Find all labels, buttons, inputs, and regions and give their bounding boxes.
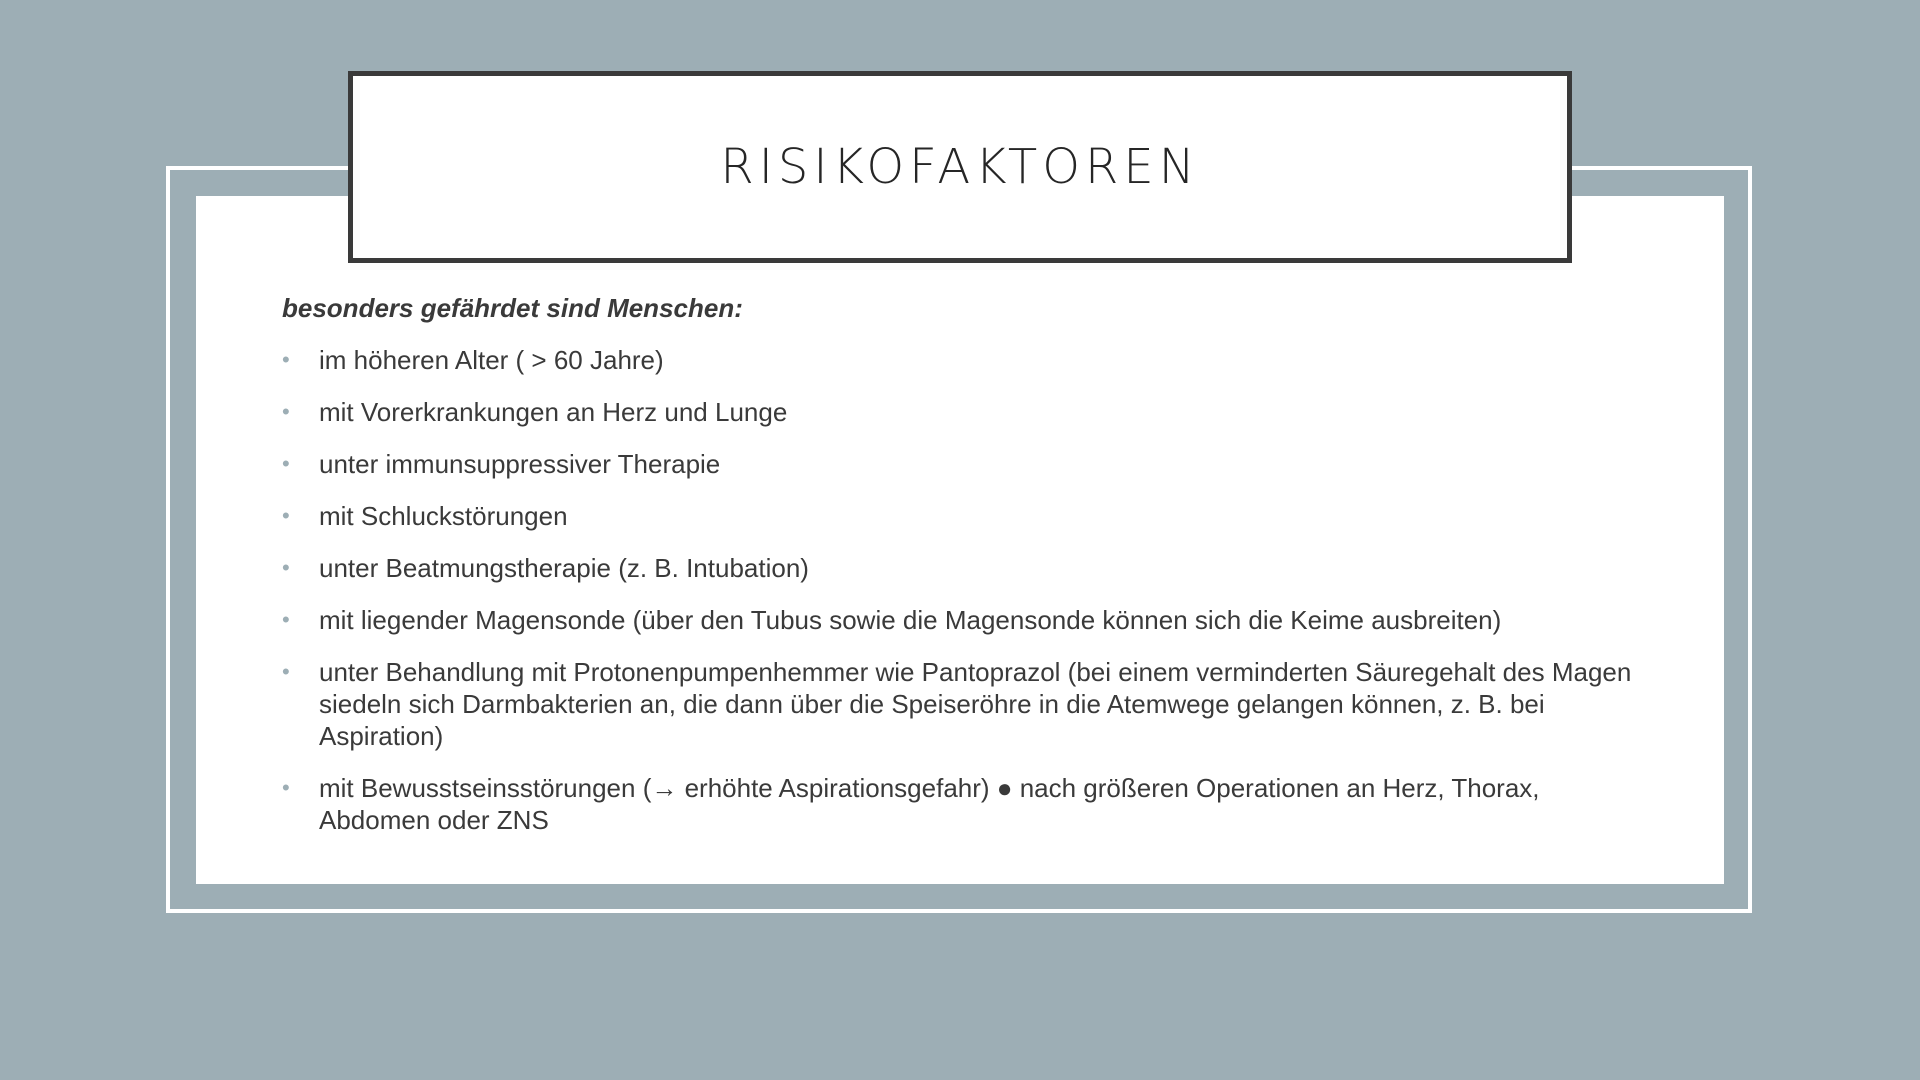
list-item-text: mit Vorerkrankungen an Herz und Lunge <box>319 397 788 427</box>
list-item-text: mit Bewusstseinsstörungen (→ erhöhte Aspirationsgefahr) ● nach größeren Operationen an Herz, Thorax, Abdomen oder ZNS <box>319 773 1540 835</box>
list-item <box>282 772 1642 836</box>
list-item <box>282 656 1642 752</box>
list-item-text: unter immunsuppressiver Therapie <box>319 449 721 479</box>
bullet-icon: • <box>282 503 290 528</box>
list-item-text: im höheren Alter ( > 60 Jahre) <box>319 345 664 375</box>
list-item <box>282 344 1642 376</box>
bullet-icon: • <box>282 347 290 372</box>
bullet-icon: • <box>282 607 290 632</box>
title-box <box>348 71 1572 263</box>
bullet-icon: • <box>282 555 290 580</box>
list-item-text: mit liegender Magensonde (über den Tubus sowie die Magensonde können sich die Keime ausbreiten) <box>319 605 1502 635</box>
risk-factor-list <box>282 344 1642 836</box>
list-item-text: unter Beatmungstherapie (z. B. Intubation) <box>319 553 809 583</box>
bullet-icon: • <box>282 399 290 424</box>
list-item <box>282 604 1642 636</box>
list-item-text: unter Behandlung mit Protonenpumpenhemmer wie Pantoprazol (bei einem verminderten Säuregehalt des Magen siedeln sich Darmbakterien an, die dann über die Speiseröhre in die Atemwege gelangen können, z. B. bei Aspiration) <box>319 657 1632 751</box>
list-item-text: mit Schluckstörungen <box>319 501 568 531</box>
slide-body <box>282 292 1642 856</box>
bullet-icon: • <box>282 451 290 476</box>
list-item <box>282 396 1642 428</box>
list-item <box>282 448 1642 480</box>
intro-text: besonders gefährdet sind Menschen: <box>282 293 743 323</box>
list-item <box>282 500 1642 532</box>
slide-title: RISIKOFAKTOREN <box>720 139 1200 195</box>
list-item <box>282 552 1642 584</box>
bullet-icon: • <box>282 775 290 800</box>
bullet-icon: • <box>282 659 290 684</box>
